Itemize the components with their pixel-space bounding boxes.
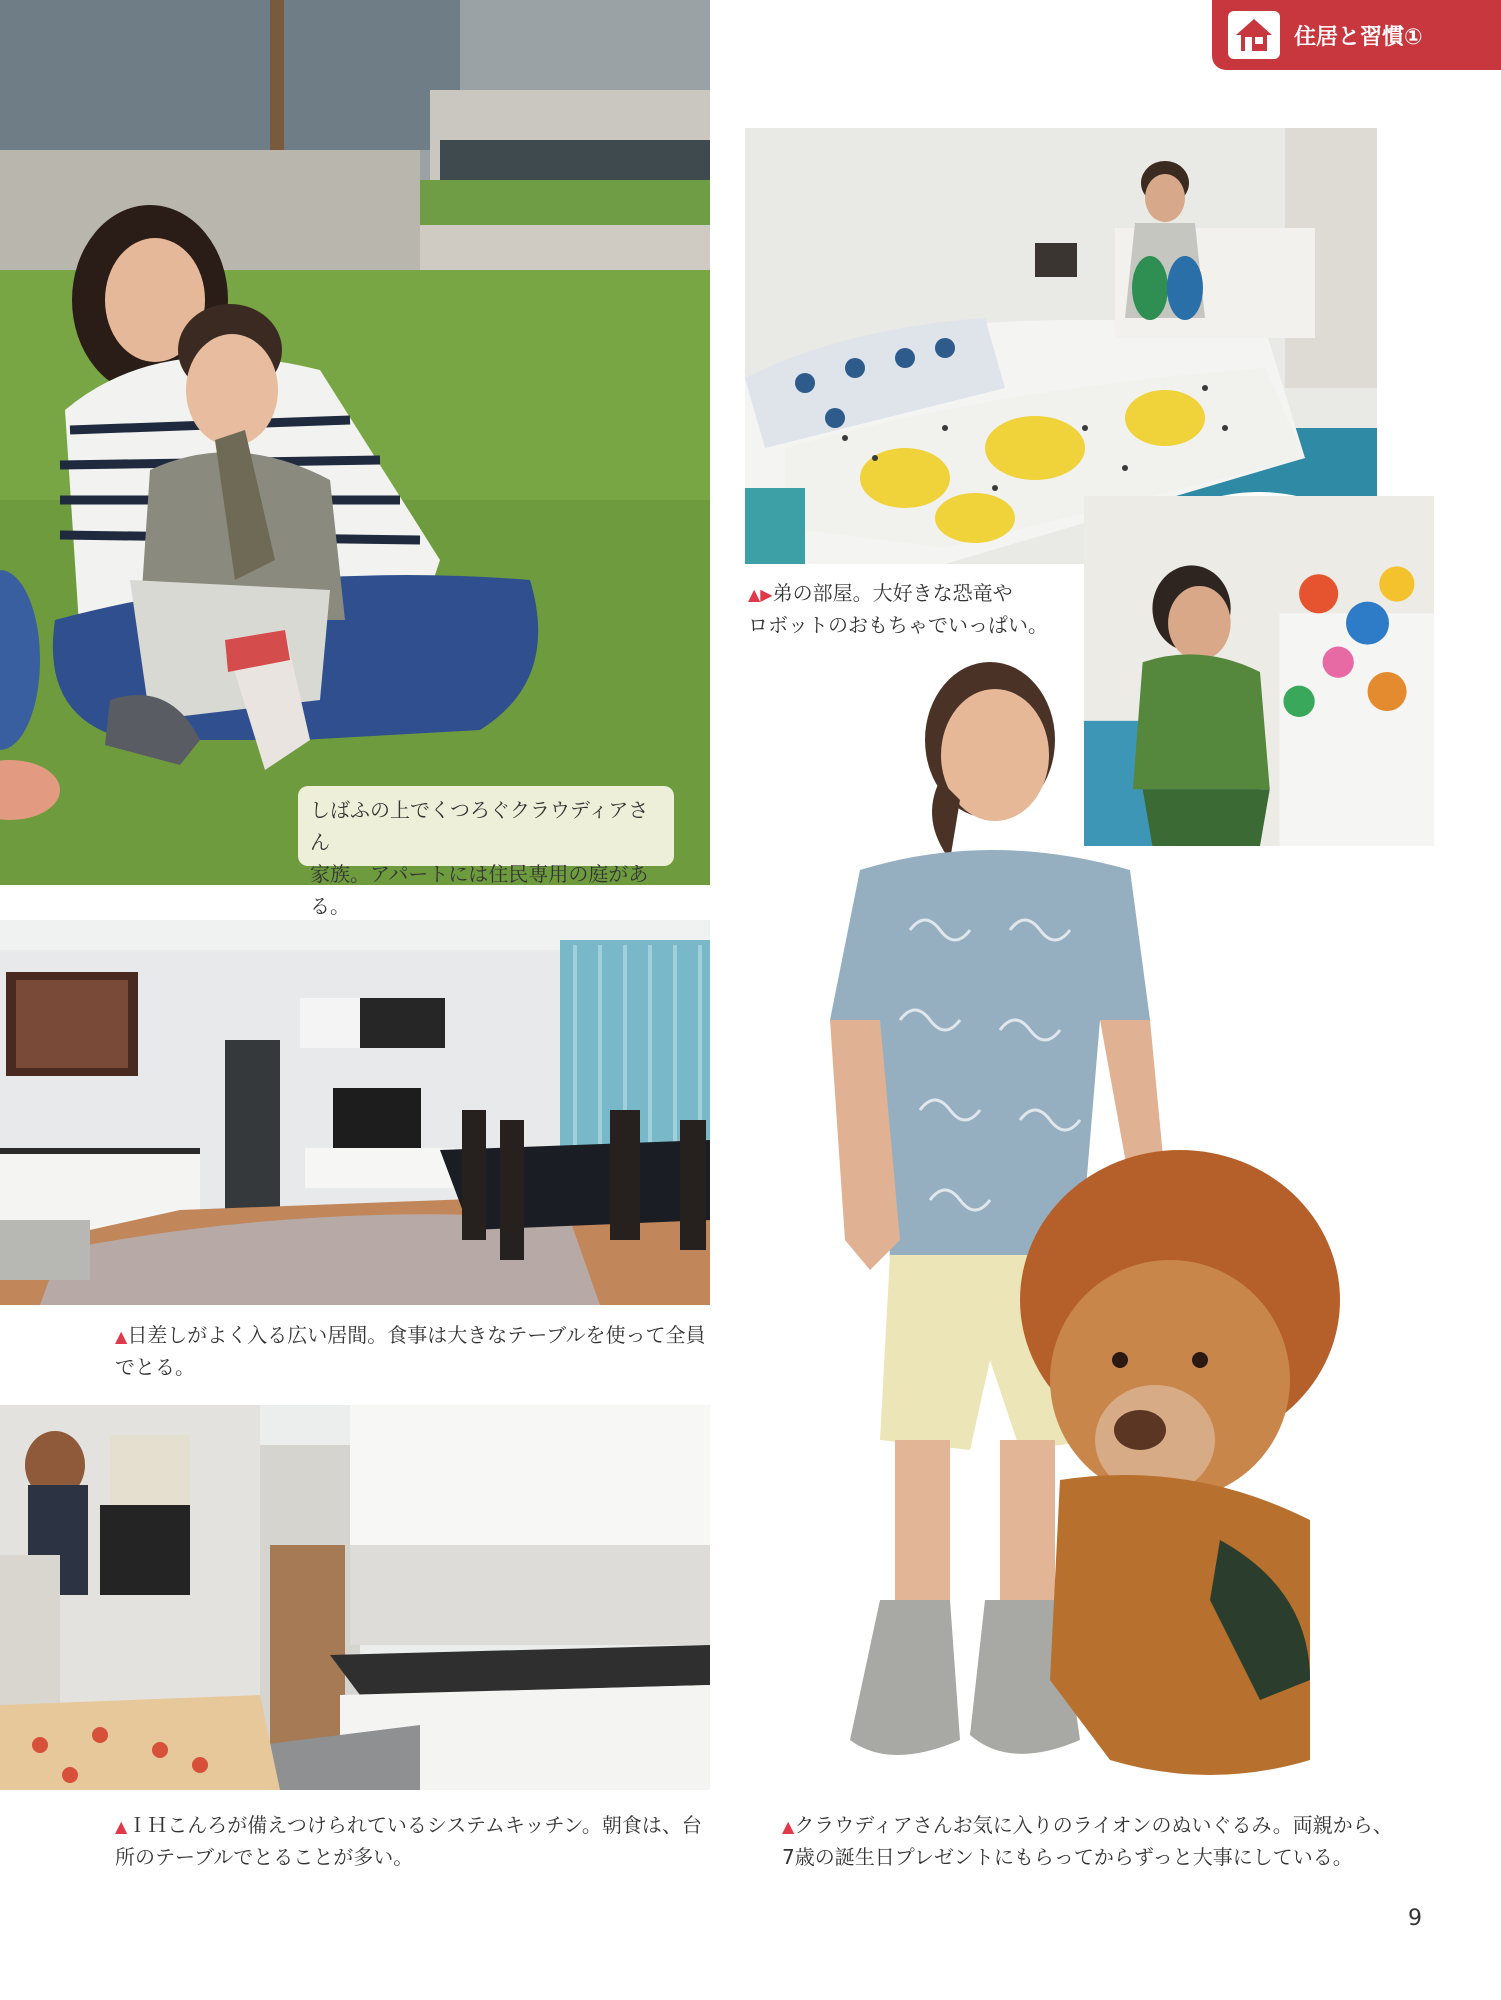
living-caption-line1: 日差しがよく入る広い居間。食事は大きなテーブルを使って全員 [127, 1323, 706, 1347]
caption-marker: ▲ [115, 1327, 128, 1346]
lion-plush-caption [782, 1810, 1422, 1872]
bedroom-caption-line1: 弟の部屋。大好きな恐竜や [772, 581, 1013, 605]
bedroom-caption-line2: ロボットのおもちゃでいっぱい。 [748, 613, 1048, 637]
living-room-photo [0, 920, 710, 1305]
section-header-tab [1212, 0, 1501, 70]
bedroom-photo-caption [748, 578, 1078, 640]
caption-marker: ▲ [115, 1817, 128, 1836]
girl-lion-photo [790, 640, 1350, 1800]
lion-caption-line2: 7歳の誕生日プレゼントにもらってからずっと大事にしている。 [782, 1845, 1353, 1869]
kitchen-caption-line2: 所のテーブルでとることが多い。 [115, 1845, 414, 1869]
living-room-caption [115, 1320, 715, 1382]
garden-caption-line1: しばふの上でくつろぐクラウディアさん [310, 798, 649, 854]
kitchen-caption-line1: ＩＨこんろが備えつけられているシステムキッチン。朝食は、台 [127, 1813, 702, 1837]
kitchen-caption [115, 1810, 715, 1872]
lion-caption-line1: クラウディアさんお気に入りのライオンのぬいぐるみ。両親から、 [794, 1813, 1393, 1837]
caption-marker: ▲ [782, 1817, 795, 1836]
caption-marker: ▲▶ [748, 585, 773, 604]
garden-caption-line2: 家族。アパートには住民専用の庭がある。 [310, 862, 649, 918]
house-icon [1228, 11, 1280, 59]
garden-family-photo [0, 0, 710, 918]
page-number: 9 [1408, 1906, 1422, 1931]
living-caption-line2: でとる。 [115, 1355, 195, 1379]
kitchen-photo [0, 1405, 710, 1790]
garden-photo-caption [298, 786, 674, 918]
section-title: 住居と習慣① [1294, 24, 1423, 50]
